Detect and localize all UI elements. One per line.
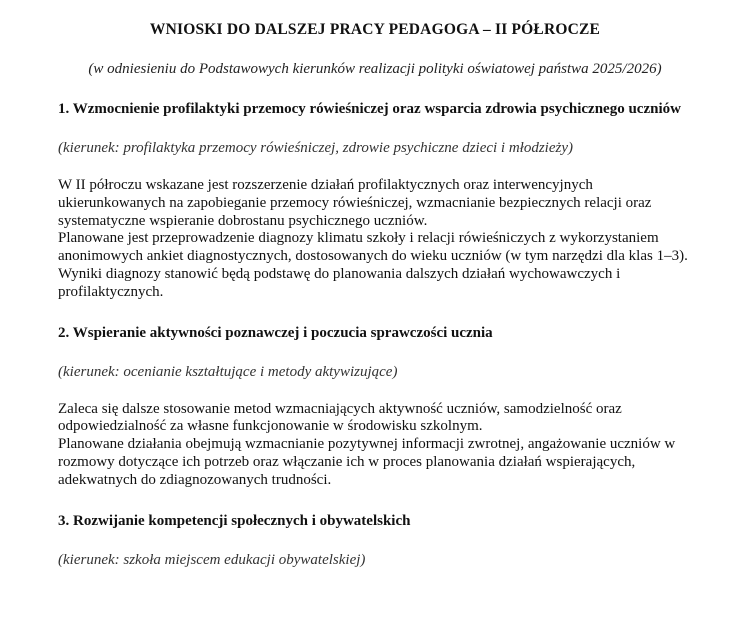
section-1 [58,99,692,302]
document-subtitle: (w odniesieniu do Podstawowych kierunków realizacji polityki oświatowej państwa 2025/2026) [88,61,662,77]
section-heading: 2. Wspieranie aktywności poznawczej i poczucia sprawczości ucznia [58,324,493,341]
paragraph: Planowane działania obejmują wzmacnianie pozytywnej informacji zwrotnej, angażowanie uczniów w rozmowy dotyczące ich potrzeb oraz włączanie ich w proces planowania działań wspierających, adekwatnych do zdiagnozowanych trudności. [58,436,676,488]
section-2 [58,323,692,490]
section-direction: (kierunek: profilaktyka przemocy rówieśniczej, zdrowie psychiczne dzieci i młodzieży) [58,140,574,156]
section-direction: (kierunek: ocenianie kształtujące i metody aktywizujące) [58,363,398,380]
section-body [58,177,692,302]
section-body [58,401,692,490]
paragraph: Planowane jest przeprowadzenie diagnozy klimatu szkoły i relacji rówieśniczych z wykorzystaniem anonimowych ankiet diagnostycznych, dostosowanych do wieku uczniów (w tym narzędzi dla klas 1–3). Wyniki diagnozy stanowić będą podstawę do planowania dalszych działań wychowawczych i profilaktycznych. [58,230,688,300]
document-title: WNIOSKI DO DALSZEJ PRACY PEDAGOGA – II PÓŁROCZE [149,21,601,38]
section-heading: 3. Rozwijanie kompetencji społecznych i obywatelskich [58,512,411,529]
section-3 [58,511,692,570]
paragraph: W II półroczu wskazane jest rozszerzenie działań profilaktycznych oraz interwencyjnych ukierunkowanych na zapobieganie przemocy rówieśniczej, wzmacnianie bezpiecznych relacji oraz systematyczne wspieranie dobrostanu psychicznego uczniów. [58,177,652,229]
section-direction: (kierunek: szkoła miejscem edukacji obywatelskiej) [58,551,366,568]
section-heading: 1. Wzmocnienie profilaktyki przemocy rówieśniczej oraz wsparcia zdrowia psychicznego uczniów [58,101,681,117]
paragraph: Zaleca się dalsze stosowanie metod wzmacniających aktywność uczniów, samodzielność oraz odpowiedzialność za własne funkcjonowanie w środowisku szkolnym. [58,400,622,435]
